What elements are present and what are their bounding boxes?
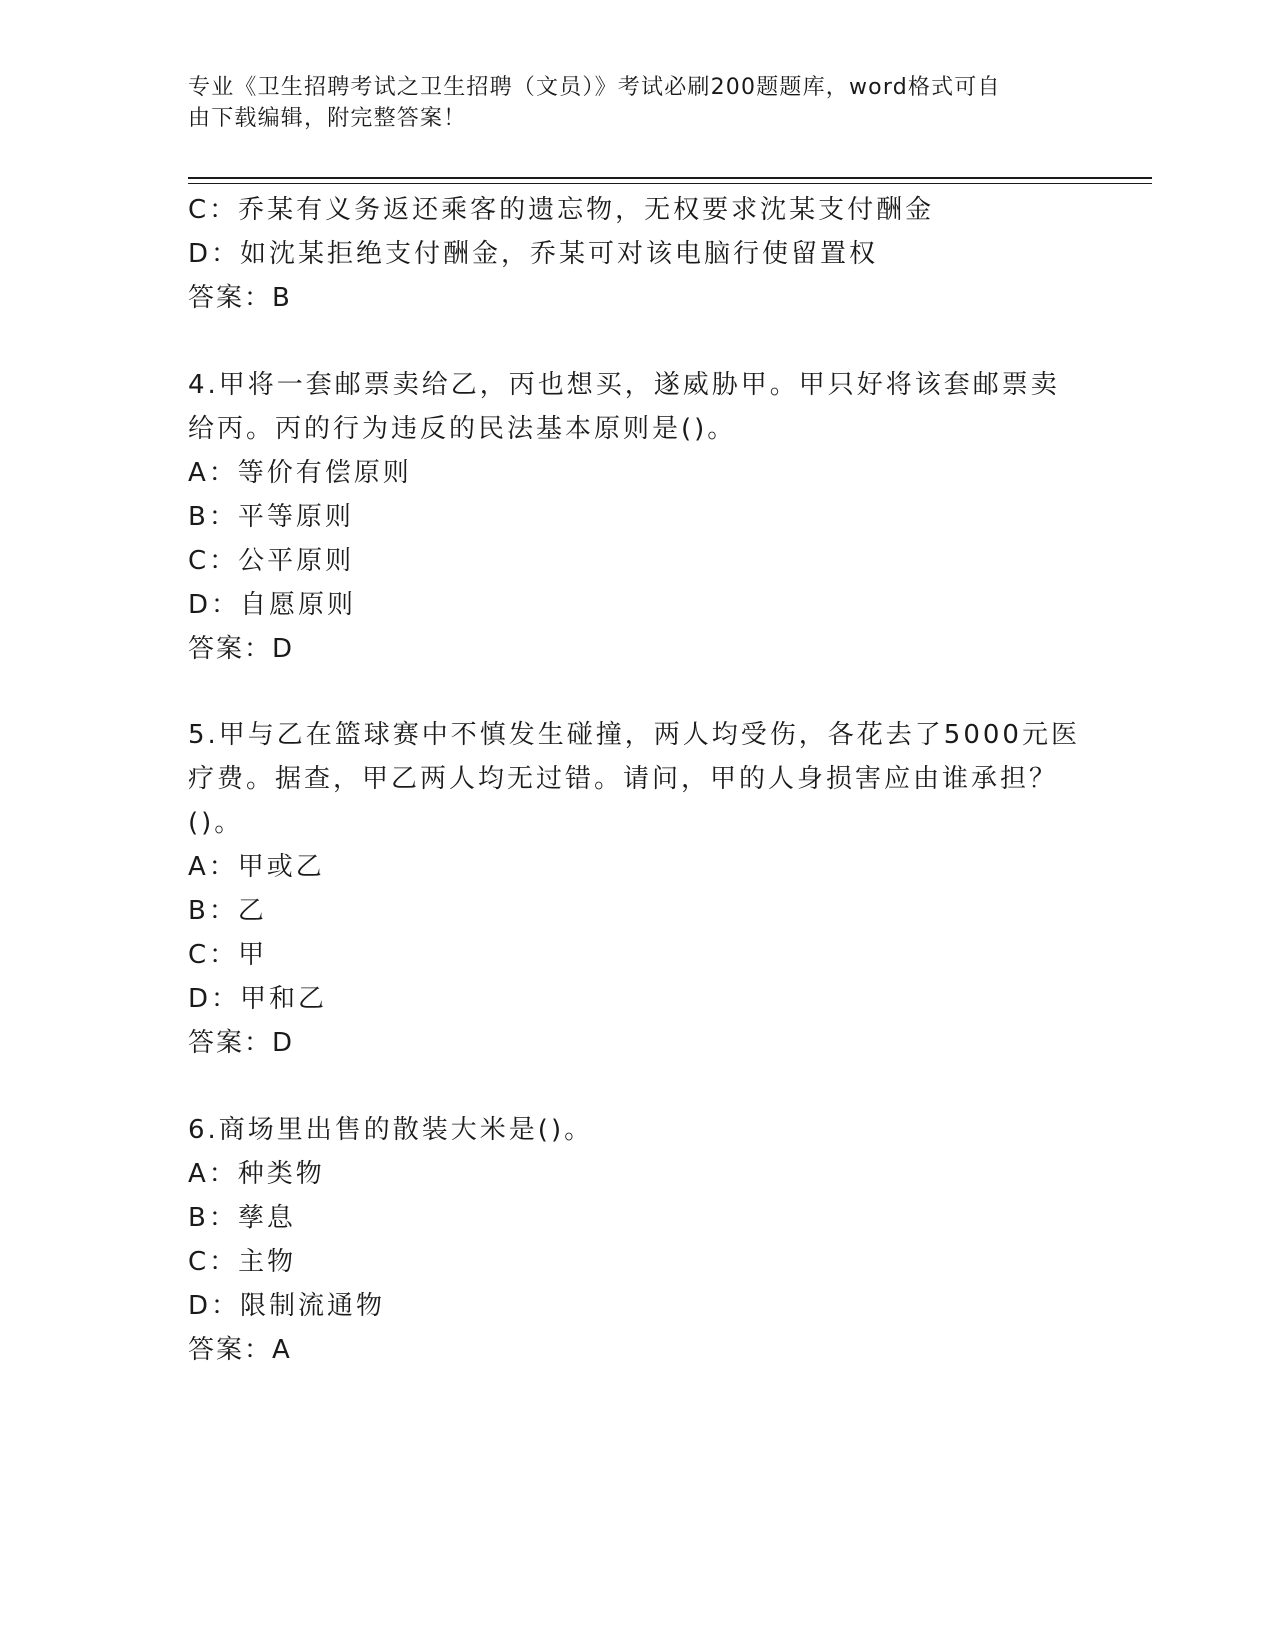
q5-option-b: B：乙 xyxy=(188,896,267,926)
header-line-1: 专业《卫生招聘考试之卫生招聘（文员）》考试必刷200题题库，word格式可自 xyxy=(188,75,1001,100)
q5-stem-line-2: 疗费。据查，甲乙两人均无过错。请问，甲的人身损害应由谁承担？ xyxy=(188,764,1059,794)
header-rule-thin xyxy=(188,183,1152,184)
q3-answer: 答案：B xyxy=(188,283,292,313)
q6-option-d: D：限制流通物 xyxy=(188,1291,386,1321)
q5-option-c: C：甲 xyxy=(188,940,268,970)
q4-answer: 答案：D xyxy=(188,634,295,664)
q5-stem-line-3: ()。 xyxy=(188,808,244,838)
q4-stem-line-2: 给丙。丙的行为违反的民法基本原则是()。 xyxy=(188,414,737,444)
q4-option-a: A：等价有偿原则 xyxy=(188,458,412,488)
q3-option-d: D：如沈某拒绝支付酬金，乔某可对该电脑行使留置权 xyxy=(188,239,879,269)
document-header xyxy=(188,72,1068,134)
q6-option-c: C：主物 xyxy=(188,1247,297,1277)
q4-option-c: C：公平原则 xyxy=(188,546,355,576)
q6-option-a: A：种类物 xyxy=(188,1159,325,1189)
q4-option-b: B：平等原则 xyxy=(188,502,354,532)
q6-answer: 答案：A xyxy=(188,1335,292,1365)
q3-option-c: C：乔某有义务返还乘客的遗忘物，无权要求沈某支付酬金 xyxy=(188,195,935,225)
q5-answer: 答案：D xyxy=(188,1028,295,1058)
q6-option-b: B：孳息 xyxy=(188,1203,296,1233)
header-rule-thick xyxy=(188,177,1152,179)
q4-stem-line-1: 4.甲将一套邮票卖给乙，丙也想买，遂威胁甲。甲只好将该套邮票卖 xyxy=(188,370,1060,400)
header-line-2: 由下载编辑，附完整答案！ xyxy=(188,106,467,131)
q5-option-a: A：甲或乙 xyxy=(188,852,325,882)
q4-option-d: D：自愿原则 xyxy=(188,590,357,620)
q5-option-d: D：甲和乙 xyxy=(188,984,328,1014)
q5-stem-line-1: 5.甲与乙在篮球赛中不慎发生碰撞，两人均受伤，各花去了5000元医 xyxy=(188,720,1080,750)
q6-stem-line-1: 6.商场里出售的散装大米是()。 xyxy=(188,1115,594,1145)
